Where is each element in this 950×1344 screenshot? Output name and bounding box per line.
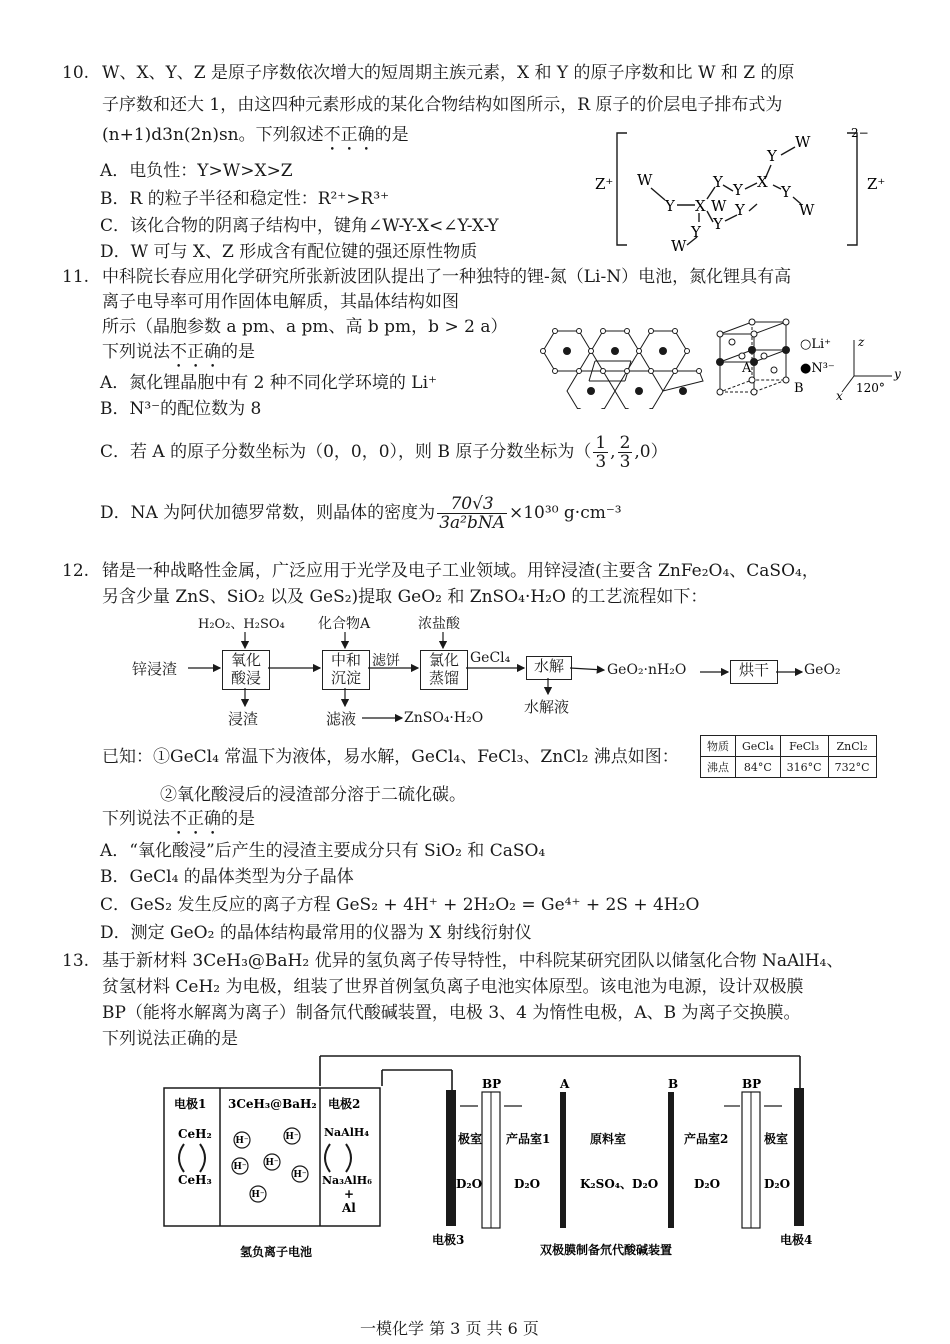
q11-frac1-num: 1 xyxy=(595,433,607,453)
q10-stem-line1: W、X、Y、Z 是原子序数依次增大的短周期主族元素，X 和 Y 的原子序数和比 W 和 Z 的原 xyxy=(102,63,795,83)
bat-na-bot: Na₃AlH₆ xyxy=(322,1174,372,1187)
flow-end: GeO₂ xyxy=(804,662,841,678)
q10-stem-line3 xyxy=(102,124,409,155)
q11-option-a: A．氮化锂晶胞中有 2 种不同化学环境的 Li⁺ xyxy=(100,373,438,393)
ion-1: H⁻ xyxy=(235,1136,249,1146)
q11-optc-text: C．若 A 的原子分数坐标为（0，0，0），则 B 原子分数坐标为（ xyxy=(100,442,592,462)
bat-ce-top: CeH₂ xyxy=(178,1127,212,1141)
q11-optd-tail: ×10³⁰ g·cm⁻³ xyxy=(509,503,622,523)
q10-cation-right: Z⁺ xyxy=(867,175,886,193)
q11-frac2-num: 2 xyxy=(619,433,631,453)
flow-reagent2: 化合物A xyxy=(318,616,371,632)
q10-formula: (n+1)d3n(2n)sn。 xyxy=(102,125,256,145)
cell-e3: 电极3 xyxy=(432,1233,465,1247)
q11-legend-li: ○Li⁺ xyxy=(800,337,831,352)
q11-option-d xyxy=(100,490,622,536)
flow-box3-l1: 氯化 xyxy=(428,651,459,669)
q10-anion-charge: 2− xyxy=(851,126,869,140)
cell-prod2: 产品室2 xyxy=(684,1132,729,1146)
flow-mid3: GeO₂·nH₂O xyxy=(607,662,687,678)
q11-stem-line1: 中科院长春应用化学研究所张新波团队提出了一种独特的锂-氮（Li-N）电池，氮化锂具有高 xyxy=(102,267,792,287)
q10-atom-y5: Y xyxy=(735,201,745,219)
flow-start: 锌浸渣 xyxy=(132,660,178,678)
q11-axis-x: x xyxy=(836,389,843,402)
q11-legend-n: ●N³⁻ xyxy=(800,361,835,376)
ion-3: H⁻ xyxy=(233,1162,247,1172)
q12-ask-emph: 不正确 xyxy=(170,809,221,829)
cell-d2o-1: D₂O xyxy=(456,1177,483,1191)
bat-mid: 3CeH₃@BaH₂ xyxy=(228,1097,317,1111)
flow-box-oxidation xyxy=(222,650,270,690)
bp-h3: ZnCl₂ xyxy=(828,736,876,757)
q11-optd-num: 70√3 xyxy=(437,495,507,514)
q11-label-b: B xyxy=(794,381,804,396)
cell-prod1: 产品室1 xyxy=(506,1132,551,1146)
boiling-point-table xyxy=(700,735,877,778)
q12-stem-line1: 锗是一种战略性金属，广泛应用于光学及电子工业领域。用锌浸渣(主要含 ZnFe₂O₄、CaSO₄， xyxy=(102,561,819,581)
cell-caption: 双极膜制备氘代酸碱装置 xyxy=(540,1243,673,1257)
flow-reagent1: H₂O₂、H₂SO₄ xyxy=(198,617,285,632)
q13-stem-line4: 下列说法正确的是 xyxy=(102,1029,238,1049)
q13-stem-line2: 贫氢材料 CeH₂ 为电极，组装了世界首例氢负离子电池实体原型。该电池为电源，设计双极膜 xyxy=(102,977,804,997)
flow-out2b: ZnSO₄·H₂O xyxy=(404,710,484,726)
bat-na-top: NaAlH₄ xyxy=(324,1126,370,1139)
q10-atom-y7: Y xyxy=(767,147,777,165)
q12-ask-pre: 下列说法 xyxy=(102,809,170,829)
q12-known1: 已知：①GeCl₄ 常温下为液体，易水解，GeCl₄、FeCl₃、ZnCl₂ 沸点如图： xyxy=(102,747,679,767)
cell-raw-content: K₂SO₄、D₂O xyxy=(580,1177,659,1191)
q10-option-b: B．R 的粒子半径和稳定性：R²⁺>R³⁺ xyxy=(100,189,390,209)
q12-number: 12. xyxy=(62,561,90,581)
bp-r1: 84°C xyxy=(736,757,781,778)
q10-atom-y2: Y xyxy=(713,173,723,191)
q10-cation-left: Z⁺ xyxy=(595,175,614,193)
q10-atom-y4: Y xyxy=(713,215,723,233)
ion-5: H⁻ xyxy=(293,1170,307,1180)
cell-membrane-a: A xyxy=(560,1077,570,1091)
q10-option-a: A．电负性：Y>W>X>Z xyxy=(100,161,293,181)
q10-atom-x1: X xyxy=(695,197,706,215)
q10-ask-emph: 不正确 xyxy=(323,125,375,145)
q11-option-c: C．若 A 的原子分数坐标为（0，0，0），则 B 原子分数坐标为（ $\frac{1}{3}$ , $\frac{2}{3}$ ,0） xyxy=(100,433,668,472)
flow-mid2: GeCl₄ xyxy=(470,650,511,666)
q10-atom-w3: W xyxy=(711,197,727,215)
q12-option-a: A．“氧化酸浸”后产生的浸渣主要成分只有 SiO₂ 和 CaSO₄ xyxy=(100,841,546,861)
flow-reagent3: 浓盐酸 xyxy=(418,616,460,632)
q11-axis-z: z xyxy=(858,335,865,349)
q11-optd-frac xyxy=(437,495,507,532)
q12-ask xyxy=(102,808,255,839)
bp-h0: 物质 xyxy=(701,736,736,757)
q11-option-b: B．N³⁻的配位数为 8 xyxy=(100,399,262,419)
cell-pole-left: 极室 xyxy=(458,1132,483,1146)
q11-axis-y: y xyxy=(894,367,901,381)
bp-r2: 316°C xyxy=(780,757,828,778)
q11-optc-frac1 xyxy=(593,434,608,471)
bat-al: Al xyxy=(342,1201,356,1215)
flow-box-distill xyxy=(420,650,468,690)
flow-box-dry: 烘干 xyxy=(730,660,778,684)
bp-h1: GeCl₄ xyxy=(736,736,781,757)
q11-angle: 120° xyxy=(856,381,885,395)
cell-bp-left: BP xyxy=(482,1077,502,1091)
q11-stem-line4 xyxy=(102,341,255,372)
q12-known2: ②氧化酸浸后的浸渣部分溶于二硫化碳。 xyxy=(160,785,466,805)
ion-4: H⁻ xyxy=(265,1158,279,1168)
q11-stem-line2: 离子电导率可用作固体电解质，其晶体结构如图 xyxy=(102,292,459,312)
q11-optd-den: 3a²bNA xyxy=(439,513,505,533)
q10-atom-x2: X xyxy=(757,173,768,191)
bat-ce-bot: CeH₃ xyxy=(178,1173,212,1187)
bat-e2: 电极2 xyxy=(328,1097,361,1111)
q11-number: 11. xyxy=(62,267,90,287)
page-footer: 一模化学 第 3 页 共 6 页 xyxy=(360,1319,539,1338)
q10-stem-line2: 子序数和还大 1，由这四种元素形成的某化合物结构如图所示，R 原子的价层电子排布式为 xyxy=(102,95,783,115)
flow-box-hydrolysis: 水解 xyxy=(526,656,572,680)
bat-e1: 电极1 xyxy=(174,1097,207,1111)
q11-label-a: A xyxy=(742,361,752,376)
q11-frac2-den: 3 xyxy=(619,452,631,472)
q10-structure-diagram xyxy=(585,125,910,255)
q11-honeycomb-layer xyxy=(533,317,705,409)
cell-raw: 原料室 xyxy=(590,1132,627,1146)
cell-d2o-3: D₂O xyxy=(694,1177,721,1191)
q11-optd-text: D．NA 为阿伏加德罗常数，则晶体的密度为 xyxy=(100,503,436,523)
bat-caption: 氢负离子电池 xyxy=(240,1245,313,1259)
flow-box-neutral xyxy=(322,650,370,690)
q10-atom-y6: Y xyxy=(691,223,701,241)
bp-r3: 732°C xyxy=(828,757,876,778)
flow-mid1: 滤饼 xyxy=(372,653,400,669)
q10-number: 10. xyxy=(62,63,90,83)
flow-out3: 水解液 xyxy=(524,698,570,716)
q11-frac1-den: 3 xyxy=(595,452,607,472)
flow-out1: 浸渣 xyxy=(228,710,259,728)
q11-optc-tail: ,0） xyxy=(634,442,668,462)
q10-option-c: C．该化合物的阴离子结构中，键角∠W-Y-X<∠Y-X-Y xyxy=(100,216,499,236)
ion-2: H⁻ xyxy=(285,1132,299,1142)
flow-box3-l2: 蒸馏 xyxy=(428,669,459,687)
q12-option-d: D．测定 GeO₂ 的晶体结构最常用的仪器为 X 射线衍射仪 xyxy=(100,923,532,943)
q11-unit-cell xyxy=(712,312,912,402)
q13-apparatus-diagram xyxy=(160,1048,820,1263)
q12-ask-post: 的是 xyxy=(221,809,255,829)
q13-stem-line1: 基于新材料 3CeH₃@BaH₂ 优异的氢负离子传导特性，中科院某研究团队以储氢化合物 NaAlH₄、 xyxy=(102,951,844,971)
bp-r0: 沸点 xyxy=(701,757,736,778)
bat-plus: + xyxy=(344,1187,355,1201)
q11-ask-post: 的是 xyxy=(221,342,255,362)
q10-atom-y3: Y xyxy=(733,181,743,199)
q11-ask-pre: 下列说法 xyxy=(102,342,170,362)
q12-option-b: B．GeCl₄ 的晶体类型为分子晶体 xyxy=(100,867,354,887)
cell-bp-right: BP xyxy=(742,1077,762,1091)
cell-pole-right: 极室 xyxy=(764,1132,789,1146)
cell-e4: 电极4 xyxy=(780,1233,813,1247)
q10-ask-pre: 下列叙述 xyxy=(255,125,324,145)
flow-box1-l2: 酸浸 xyxy=(230,669,261,687)
q10-atom-w1: W xyxy=(637,171,653,189)
q10-atom-w2: W xyxy=(671,237,687,255)
ion-6: H⁻ xyxy=(251,1190,265,1200)
bp-h2: FeCl₃ xyxy=(780,736,828,757)
q11-ask-emph: 不正确 xyxy=(170,342,221,362)
q12-stem-line2: 另含少量 ZnS、SiO₂ 以及 GeS₂)提取 GeO₂ 和 ZnSO₄·H₂O 的工艺流程如下： xyxy=(102,587,708,607)
q11-stem-line3: 所示（晶胞参数 a pm、a pm、高 b pm，b > 2 a） xyxy=(102,317,508,337)
q12-option-c: C．GeS₂ 发生反应的离子方程 GeS₂ + 4H⁺ + 2H₂O₂ = Ge⁴⁺ + 2S + 4H₂O xyxy=(100,895,700,915)
q10-ask-post: 的是 xyxy=(374,125,409,145)
q10-atom-y8: Y xyxy=(781,183,791,201)
q11-optc-frac2 xyxy=(618,434,633,471)
q10-atom-w4: W xyxy=(795,133,811,151)
q10-option-d: D．W 可与 X、Z 形成含有配位键的强还原性物质 xyxy=(100,242,478,262)
q10-atom-y1: Y xyxy=(665,197,675,215)
flow-out2: 滤液 xyxy=(326,710,357,728)
cell-d2o-2: D₂O xyxy=(514,1177,541,1191)
flow-box2-l2: 沉淀 xyxy=(330,669,361,687)
q10-atom-w5: W xyxy=(799,201,815,219)
q13-stem-line3: BP（能将水解离为离子）制备氘代酸碱装置，电极 3、4 为惰性电极，A、B 为离子交换膜。 xyxy=(102,1003,801,1023)
cell-d2o-4: D₂O xyxy=(764,1177,791,1191)
flow-box2-l1: 中和 xyxy=(330,651,361,669)
q13-number: 13. xyxy=(62,951,90,971)
cell-membrane-b: B xyxy=(668,1077,679,1091)
flow-box1-l1: 氧化 xyxy=(230,651,261,669)
